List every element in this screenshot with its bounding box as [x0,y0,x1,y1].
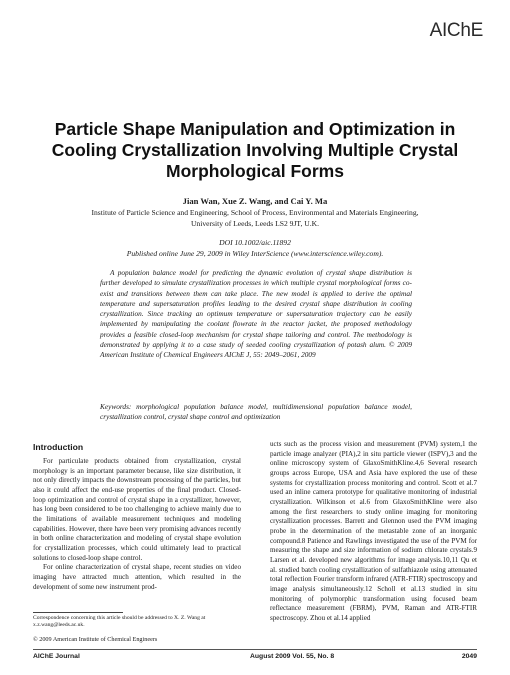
affiliation [60,208,450,229]
publication-info [60,238,450,259]
author-list: Jian Wan, Xue Z. Wang, and Cai Y. Ma [182,196,328,206]
footer-divider [33,649,477,650]
copyright-notice: © 2009 American Institute of Chemical Engineers [33,636,158,643]
published-online-line: Published online June 29, 2009 in Wiley InterScience (www.interscience.wiley.com). [126,248,384,258]
doi-line: DOI 10.1002/aic.11892 [219,238,291,247]
abstract: A population balance model for predicting the dynamic evolution of crystal shape distribution is further developed to simulate crystallization processes in which multiple crystal morphological forms co-exist and transitions between them can take place. The new model is applied to derive the optimal temperature and supersaturation profiles leading to the desired crystal shape distribution in cooling crystallization. Since tracking an optimum temperature or supersaturation trajectory can be easily implemented by manipulating the coolant flowrate in the reactor jacket, the proposed methodology provides a feasible closed-loop mechanism for crystal shape tailoring and control. The methodology is demonstrated by applying it to a case study of seeded cooling crystallization of potash alum. © 2009 American Institute of Chemical Engineers AIChE J, 55: 2049–2061, 2009 [100,268,412,360]
page-number: 2049 [461,653,477,660]
footnote-divider [33,612,123,613]
correspondence-footnote: Correspondence concerning this article should be addressed to X. Z. Wang at x.z.wang@leeds.ac.uk. [33,615,206,628]
footer-issue-info: August 2009 Vol. 55, No. 8 [250,653,335,660]
affiliation-line-1: Institute of Particle Science and Engineering, School of Process, Environmental and Materials Engineering, [91,208,419,217]
right-column [270,440,477,623]
intro-paragraph-continued: ucts such as the process vision and measurement (PVM) system,1 the particle image analyzer (PIA),2 in situ particle viewer (ISPV),3 and the online microscopy system of GlaxoSmithKline.4,6 Several research groups across Europe, USA and Asia have explored the use of these systems for crystallization process monitoring and control. Scott et al.7 used an inline camera prototype for qualitative monitoring of industrial crystallization. Wilkinson et al.6 from GlaxoSmithKline were also among the first researchers to study online imaging for monitoring crystallization processes. Barrett and Glennon used the PVM imaging probe in the determination of the metastable zone of an inorganic compound.8 Patience and Rawlings investigated the use of the PVM for measuring the shape and size information of sodium chlorate crystals.9 Larsen et al. developed new algorithms for image analysis.10,11 Qu et al. studied batch cooling crystallization of sulfathiazole using attenuated total reflection Fourier transform infrared (ATR-FTIR) spectroscopy and image analysis simultaneously.12 Scholl et al.13 studied in situ monitoring of polymorphic transformation using focused beam reflectance measurement (FBRM), PVM, Raman and ATR-FTIR spectroscopy. Zhou et al.14 applied [270,440,477,622]
affiliation-line-2: University of Leeds, Leeds LS2 9JT, U.K. [190,218,320,228]
keywords: Keywords: morphological population balance model, multidimensional population balance model, crystallization control, crystal shape control and optimization [100,402,412,422]
journal-logo: AIChE [429,20,483,41]
introduction-heading: Introduction [33,442,84,452]
article-title: Particle Shape Manipulation and Optimization in Cooling Crystallization Involving Multiple Crystal Morphological Forms [51,119,459,181]
left-column [33,457,241,592]
intro-paragraph-2: For online characterization of crystal shape, recent studies on video imaging have attracted much attention, which resulted in the development of some new instrument prod- [33,563,241,591]
intro-paragraph-1: For particulate products obtained from crystallization, crystal morphology is an important parameter because, like size distribution, it not only directly impacts the downstream processing of the particles, but also it could affect the end-use properties of the final product. Closed-loop optimization and control of crystal shape in a crystallizer, however, has long been considered to be too challenging to achieve mainly due to the limitations of available measurement techniques and modeling capabilities. However, there have been very promising advances recently in both online characterization and modeling of crystal shape evolution for crystallization processes, which could ultimately lead to practical solutions to closed-loop shape control. [33,457,241,562]
footer-journal-name: AIChE Journal [33,653,80,660]
